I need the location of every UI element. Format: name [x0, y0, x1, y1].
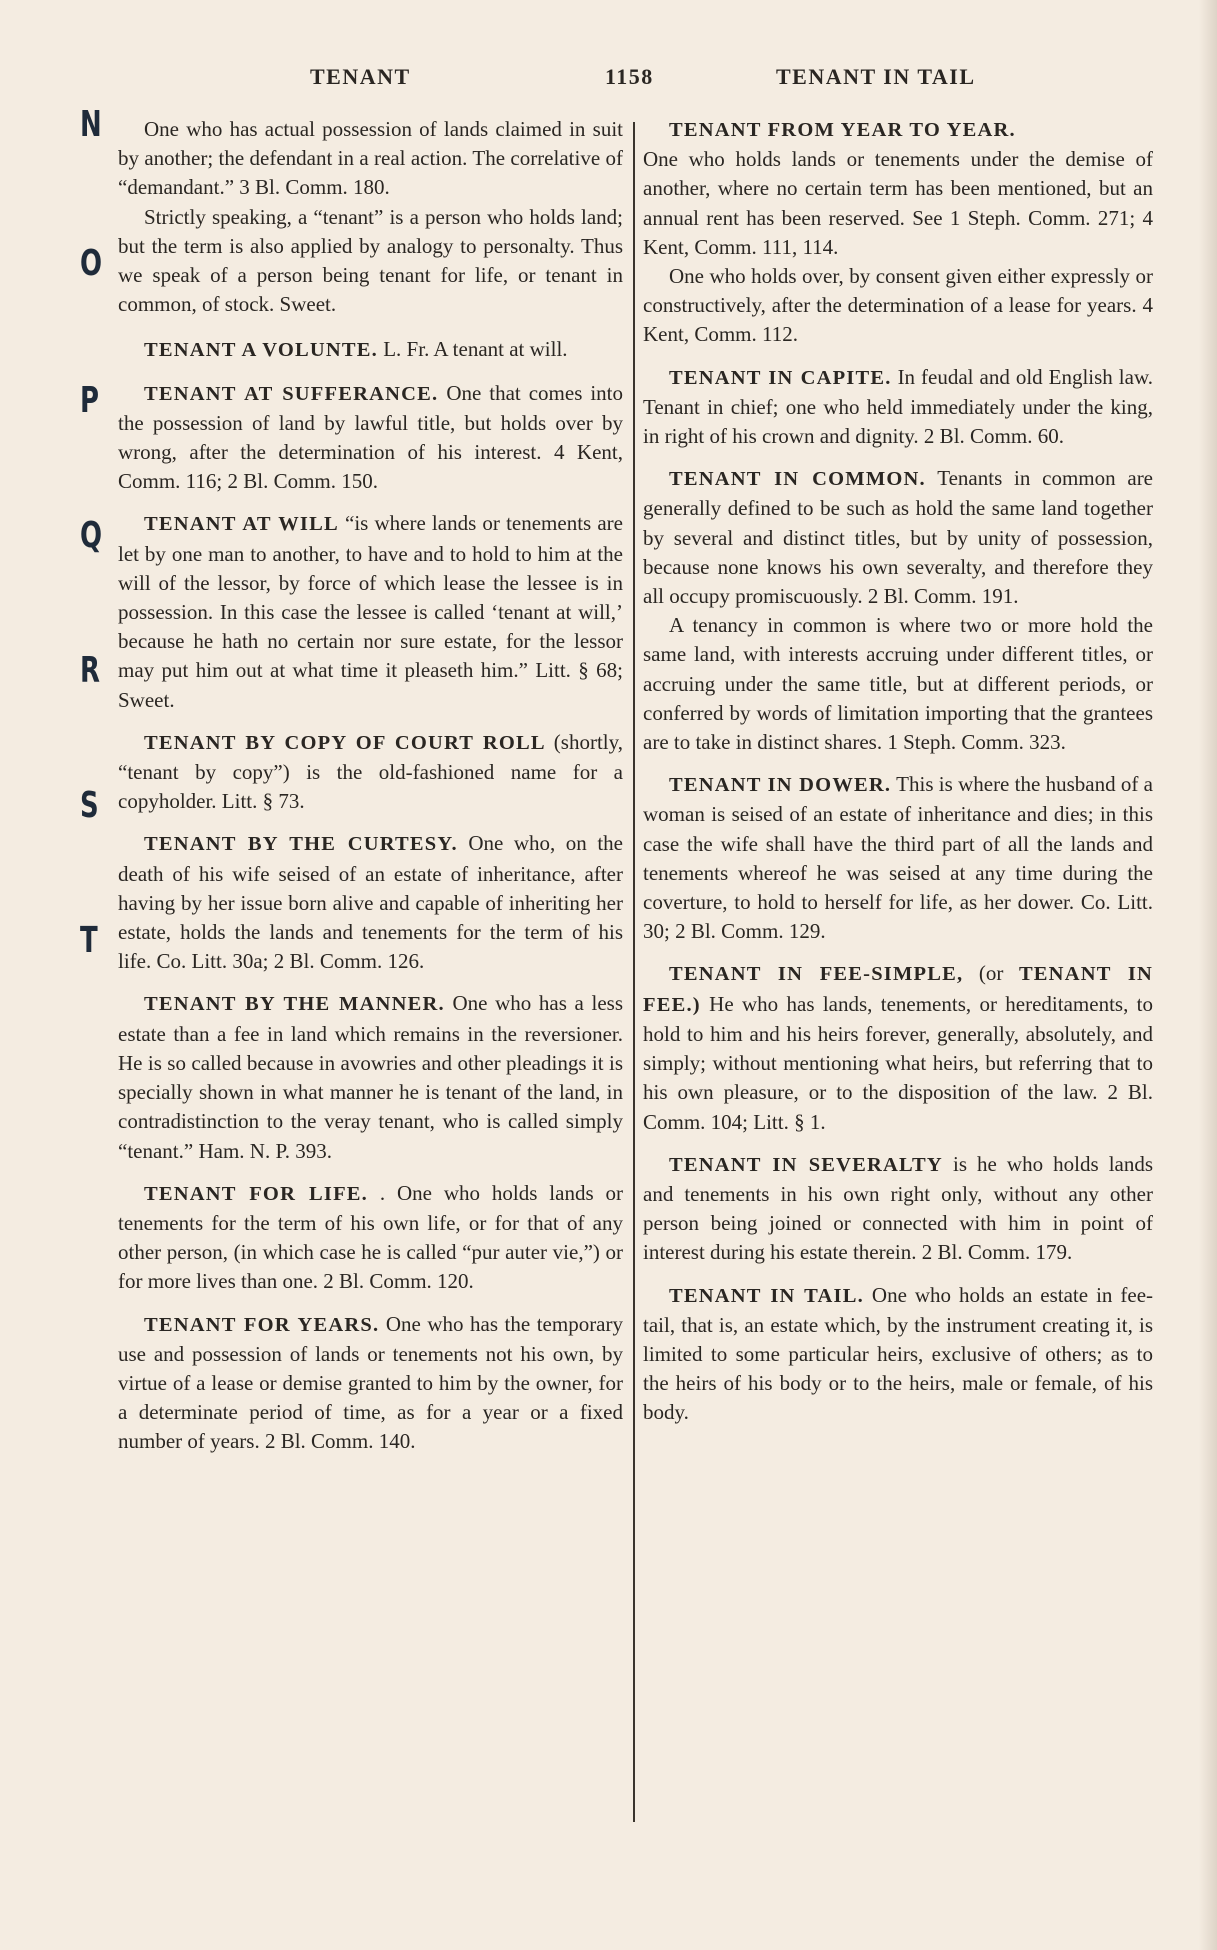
dictionary-entry — [643, 115, 1153, 350]
dictionary-entry — [118, 829, 623, 976]
entry-definition: One who has a less estate than a fee in land which remains in the reversioner. He is so called because in avowries and other pleadings it is specially shown in what manner he is tenant of the land, in contradistinction to the veray tenant, who is called simply “tenant.” Ham. N. P. 393. — [118, 991, 623, 1163]
dictionary-entry — [118, 1310, 623, 1457]
right-column — [643, 115, 1153, 1441]
left-column — [118, 115, 623, 1470]
entry-definition: is he who holds lands and tenements in his own right only, without any other person being joined or connected with him in point of interest during his estate therein. 2 Bl. Comm. 179. — [643, 1151, 1154, 1265]
page-number: 1158 — [605, 64, 654, 89]
thumb-index-letter: Q — [80, 515, 103, 556]
running-head-left: TENANT — [310, 64, 411, 89]
entry-definition: L. Fr. A tenant at will. — [383, 337, 568, 362]
entry-headword: TENANT IN TAIL. — [669, 1284, 864, 1307]
dictionary-entry — [643, 959, 1153, 1136]
dictionary-entry — [118, 115, 623, 319]
entry-definition: (shortly, “tenant by copy”) is the old-fashioned name for a copyholder. Litt. § 73. — [118, 729, 623, 814]
thumb-index-letter: O — [80, 243, 103, 284]
thumb-index-letter: T — [80, 920, 98, 961]
dictionary-entry — [118, 1179, 623, 1297]
entry-headword: TENANT AT SUFFERANCE. — [144, 382, 439, 405]
dictionary-entry — [643, 464, 1153, 757]
page-edge-shadow — [1199, 0, 1217, 1950]
dictionary-entry — [118, 728, 623, 817]
entry-headword: TENANT BY COPY OF COURT ROLL — [144, 731, 546, 754]
entry-headword: TENANT IN DOWER. — [669, 774, 892, 797]
dictionary-entry — [643, 770, 1153, 946]
entry-headword: TENANT IN SEVERALTY — [669, 1153, 943, 1176]
entry-definition: One who holds an estate in fee-tail, that is, an estate which, by the instrument creating it, is limited to some particular heirs, exclusive of others; as to the heirs of his body or to the heirs, male or female, of his body. — [643, 1282, 1154, 1425]
dictionary-entry — [118, 335, 623, 365]
dictionary-entry — [643, 1281, 1153, 1428]
entry-definition: One that comes into the possession of land by lawful title, but holds over by wrong, after the determination of his interest. 4 Kent, Comm. 116; 2 Bl. Comm. 150. — [118, 380, 623, 494]
dictionary-entry — [643, 1150, 1153, 1268]
entry-headword: TENANT BY THE CURTESY. — [144, 833, 458, 856]
dictionary-entry — [118, 379, 623, 497]
thumb-index-letter: N — [80, 104, 102, 145]
entry-definition: One who has the temporary use and possession of lands or tenements not his own, by virtue of a lease or demise granted to him by the owner, for a determinate period of time, as for a year or a fixed number of years. 2 Bl. Comm. 140. — [118, 1311, 623, 1454]
entry-definition: One who, on the death of his wife seised of an estate of inheritance, after having by her issue born alive and capable of inheriting her estate, holds the lands and tenements for the term of his life. Co. Litt. 30a; 2 Bl. Comm. 126. — [118, 831, 623, 974]
entry-headword: TENANT IN FEE-SIMPLE, — [669, 963, 964, 986]
column-divider — [633, 122, 635, 1822]
thumb-index-letter: S — [80, 785, 99, 826]
entry-headword: TENANT IN COMMON. — [669, 468, 926, 491]
entry-definition: One who has actual possession of lands claimed in suit by another; the defendant in a real action. The correlative of “demandant.” 3 Bl. Comm. 180. — [118, 117, 623, 200]
entry-headword: TENANT FROM YEAR TO YEAR. — [669, 119, 1016, 141]
entry-definition: . One who holds lands or tenements for the term of his own life, or for that of any other person, (in which case he is called “pur auter vie,”) or for more lives than one. 2 Bl. Comm. 120. — [118, 1180, 623, 1294]
entry-headword: TENANT AT WILL — [144, 513, 339, 536]
entry-connector: (or — [978, 961, 1004, 986]
entry-headword: TENANT FOR YEARS. — [144, 1313, 380, 1336]
entry-definition: Tenants in common are generally defined to be such as hold the same land together by several and distinct titles, but by unity of possession, because none knows his own severalty, and therefore they all occupy promiscuously. 2 Bl. Comm. 191. — [643, 466, 1154, 609]
entry-headword: TENANT BY THE MANNER. — [144, 993, 445, 1016]
entry-definition: “is where lands or tenements are let by one man to another, to have and to hold to him at the will of the lessor, by force of which lease the lessee is in possession. In this case the lessee is called ‘tenant at will,’ because he hath no certain nor sure estate, for the lessor may put him out at what time it pleaseth him.” Litt. § 68; Sweet. — [118, 511, 623, 712]
entry-definition: A tenancy in common is where two or more hold the same land, with interests accruing under different titles, or accruing under the same title, but at different periods, or conferred by words of limitation importing that the grantees are to take in distinct shares. 1 Steph. Comm. 323. — [643, 613, 1153, 755]
entry-definition: Strictly speaking, a “tenant” is a person who holds land; but the term is also applied by analogy to personalty. Thus we speak of a person being tenant for life, or tenant in common, of stock. Sweet. — [118, 204, 623, 317]
dictionary-entry — [118, 989, 623, 1165]
entry-headword: TENANT A VOLUNTE. — [144, 339, 378, 362]
running-head-right: TENANT IN TAIL — [776, 64, 976, 89]
entry-definition: In feudal and old English law. Tenant in chief; one who held immediately under the king, in right of his crown and dignity. 2 Bl. Comm. 60. — [643, 364, 1154, 449]
entry-definition: He who has lands, tenements, or hereditaments, to hold to him and his heirs forever, generally, absolutely, and simply; without mentioning what heirs, but referring that to his own pleasure, or to the disposition of the law. 2 Bl. Comm. 104; Litt. § 1. — [643, 991, 1153, 1134]
entry-definition: This is where the husband of a woman is seised of an estate of inheritance and dies; in this case the wife shall have the third part of all the lands and tenements whereof he was seised at any time during the coverture, to hold to herself for life, as her dower. Co. Litt. 30; 2 Bl. Comm. 129. — [643, 772, 1153, 944]
entry-headword: TENANT IN CAPITE. — [669, 366, 892, 389]
dictionary-entry — [118, 509, 623, 714]
thumb-index-letter: R — [80, 650, 100, 691]
entry-definition: One who holds lands or tenements under the demise of another, where no certain term has been mentioned, but an annual rent has been reserved. See 1 Steph. Comm. 271; 4 Kent, Comm. 111, 114. — [643, 147, 1153, 259]
entry-definition: One who holds over, by consent given either expressly or constructively, after the determination of a lease for years. 4 Kent, Comm. 112. — [643, 264, 1153, 347]
entry-headword: TENANT FOR LIFE. — [144, 1182, 369, 1205]
dictionary-entry — [643, 363, 1153, 452]
thumb-index-letter: P — [80, 380, 100, 421]
entry-headword-alt: TENANT IN FEE.) — [643, 963, 1154, 1016]
